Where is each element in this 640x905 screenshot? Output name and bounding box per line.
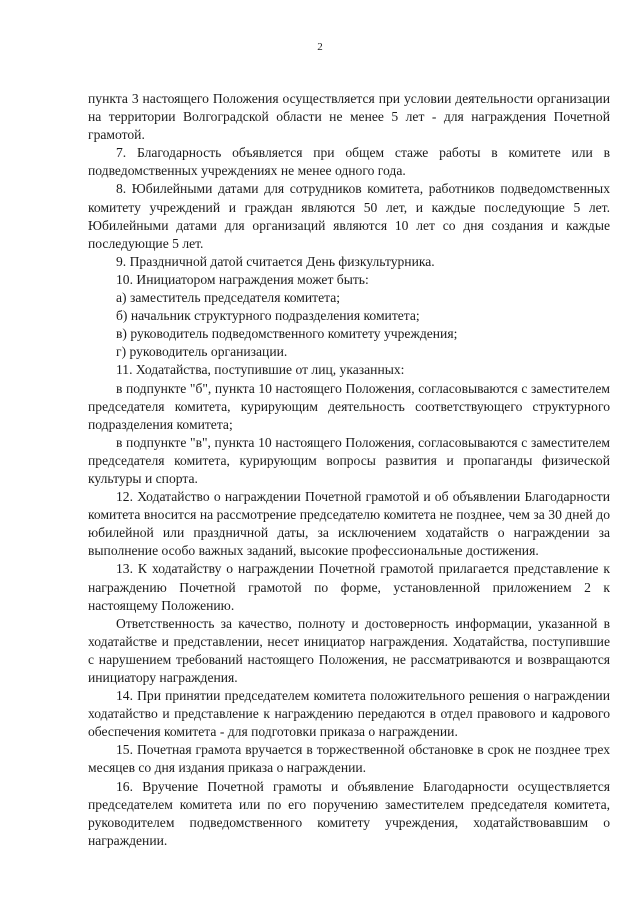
paragraph-item-14: 14. При принятии председателем комитета положительного решения о награждении ходатайство и представление к награждению передаются в отдел правового и кадрового обеспечения комитета - для подготовки приказа о награждении.	[88, 688, 610, 740]
paragraph-item-7: 7. Благодарность объявляется при общем стаже работы в комитете или в подведомственных учреждениях не менее одного года.	[88, 145, 610, 179]
paragraph-item-13: 13. К ходатайству о награждении Почетной грамотой прилагается представление к награждению Почетной грамотой по форме, установленной приложением 2 к настоящему Положению.	[88, 561, 610, 613]
paragraph-item-15: 15. Почетная грамота вручается в торжественной обстановке в срок не позднее трех месяцев со дня издания приказа о награждении.	[88, 742, 610, 776]
paragraph-item-16: 16. Вручение Почетной грамоты и объявление Благодарности осуществляется председателем комитета или по его поручению заместителем председателя комитета, руководителем подведомственного комитету учреждения, ходатайствовавшим о награждении.	[88, 778, 610, 848]
paragraph-item-12: 12. Ходатайство о награждении Почетной грамотой и об объявлении Благодарности комитета вносится на рассмотрение председателю комитета не позднее, чем за 30 дней до юбилейной или праздничной даты, за исключением ходатайств о награждении за выполнение особо важных заданий, высокие профессиональные достижения.	[88, 489, 610, 559]
subitem-11-v: в подпункте "в", пункта 10 настоящего Положения, согласовываются с заместителем председателя комитета, курирующим вопросы развития и пропаганды физической культуры и спорта.	[88, 434, 610, 486]
paragraph-item-11: 11. Ходатайства, поступившие от лиц, указанных:	[116, 362, 405, 378]
paragraph-item-9: 9. Праздничной датой считается День физкультурника.	[116, 253, 435, 269]
paragraph-continuation: пункта 3 настоящего Положения осуществляется при условии деятельности организации на территории Волгоградской области не менее 5 лет - для награждения Почетной грамотой.	[88, 91, 610, 143]
subitem-10-v: в) руководитель подведомственного комитету учреждения;	[116, 326, 458, 342]
paragraph-responsibility: Ответственность за качество, полноту и достоверность информации, указанной в ходатайстве и представлении, несет инициатор награждения. Ходатайства, поступившие с нарушением требований настоящего Положения, не рассматриваются и возвращаются инициатору награждения.	[88, 615, 610, 685]
document-body	[88, 90, 610, 850]
paragraph-item-8: 8. Юбилейными датами для сотрудников комитета, работников подведомственных комитету учреждений и граждан являются 50 лет, и каждые последующие 5 лет. Юбилейными датами для организаций являются 10 лет со дня создания и каждые последующие 5 лет.	[88, 181, 610, 251]
subitem-10-g: г) руководитель организации.	[116, 344, 288, 360]
paragraph-item-10: 10. Инициатором награждения может быть:	[116, 271, 369, 287]
subitem-10-b: б) начальник структурного подразделения комитета;	[116, 308, 420, 324]
subitem-11-b: в подпункте "б", пункта 10 настоящего Положения, согласовываются с заместителем председателя комитета, курирующим деятельность соответствующего структурного подразделения комитета;	[88, 380, 610, 432]
subitem-10-a: а) заместитель председателя комитета;	[116, 290, 341, 306]
page-number: 2	[317, 41, 323, 53]
